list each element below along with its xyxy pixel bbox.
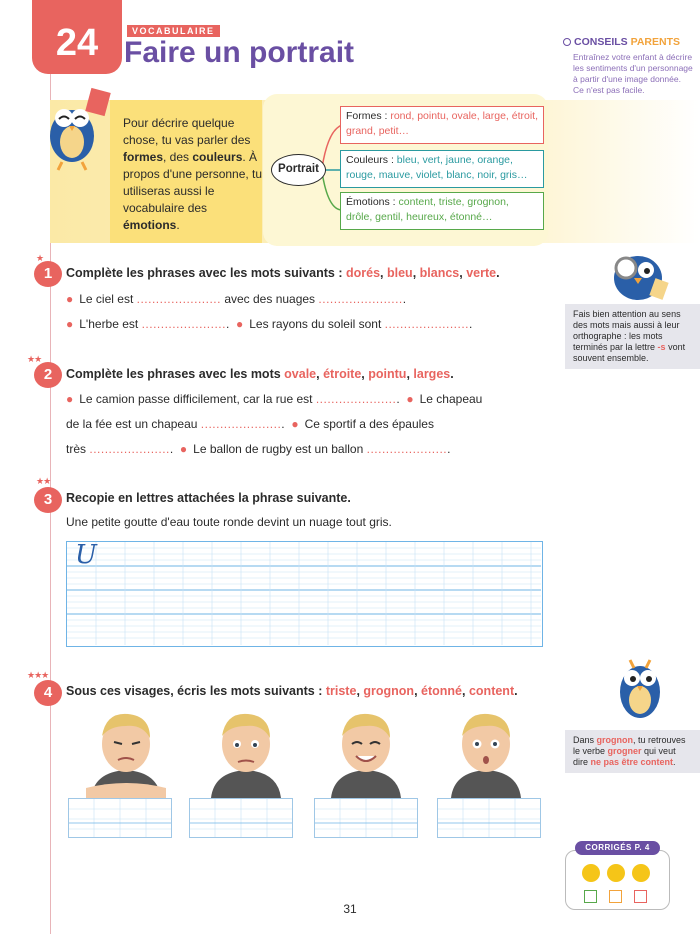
happy-boy-face-icon [316, 706, 416, 798]
surprised-boy-face-icon [436, 706, 536, 798]
exercise-line: ● Le ciel est ...................... avec des nuages ....................... [66, 292, 407, 306]
neutral-smiley-icon [607, 864, 625, 882]
owl-mascot-icon [42, 86, 112, 172]
grumpy-boy-face-icon [196, 706, 296, 798]
page-number: 31 [343, 902, 357, 916]
answer-blank[interactable]: ...................... [136, 292, 221, 306]
circle-icon [563, 38, 571, 46]
exercise-number: 1 [34, 261, 62, 287]
difficulty-stars: ★ [36, 253, 44, 263]
answer-blank[interactable]: ..................... [366, 442, 448, 456]
difficulty-stars: ★★★ [27, 670, 49, 680]
exercise-line: très ...................... ● Le ballon de rugby est un ballon ...................... [66, 442, 451, 456]
owl-magnifier-icon [590, 244, 680, 304]
answer-box[interactable] [437, 798, 541, 838]
exercise-line: de la fée est un chapeau ...................... ● Ce sportif a des épaules [66, 417, 434, 431]
answer-blank[interactable]: ...................... [141, 317, 226, 331]
answer-box[interactable] [314, 798, 418, 838]
conseils-label: CONSEILS [574, 36, 628, 48]
exercise-number: 4 [34, 680, 62, 706]
lesson-number-tab: 24 [32, 0, 122, 74]
cursive-model-letter: U [75, 540, 97, 570]
tip-bubble: Fais bien attention au sens des mots mais aussi à leur orthographe : les mots terminés par la lettre -s vont souvent ensemble. [565, 304, 700, 369]
exercise-question: Sous ces visages, écris les mots suivants : triste, grognon, étonné, content. [66, 684, 518, 698]
answer-box[interactable] [189, 798, 293, 838]
model-sentence: Une petite goutte d'eau toute ronde devint un nuage tout gris. [66, 515, 392, 529]
emotions-box: Émotions : content, triste, grognon, drôle, gentil, heureux, étonné… [340, 192, 544, 230]
sad-smiley-icon [632, 864, 650, 882]
corriges-link[interactable]: CORRIGÉS P. 4 [575, 841, 660, 855]
exercise-line: ● Le camion passe difficilement, car la rue est ...................... ● Le chapeau [66, 392, 483, 406]
exercise-question: Recopie en lettres attachées la phrase suivante. [66, 491, 351, 505]
answer-blank[interactable]: ...................... [318, 292, 403, 306]
exercise-number: 2 [34, 362, 62, 388]
handwriting-area[interactable] [66, 541, 543, 647]
exercise-question: Complète les phrases avec les mots suivants : dorés, bleu, blancs, verte. [66, 266, 500, 280]
tip-bubble: Dans grognon, tu retrouves le verbe grogner qui veut dire ne pas être content. [565, 730, 700, 773]
happy-smiley-icon [582, 864, 600, 882]
conseils-header [563, 36, 680, 48]
sad-boy-face-icon [76, 706, 176, 798]
answer-blank[interactable]: ..................... [315, 392, 397, 406]
couleurs-box: Couleurs : bleu, vert, jaune, orange, rouge, mauve, violet, blanc, noir, gris… [340, 150, 544, 188]
exercise-number: 3 [34, 487, 62, 513]
conseils-text: Entraînez votre enfant à décrire les sentiments d'un personnage à partir d'une image donnée. Ce n'est pas facile. [573, 52, 693, 95]
conseils-label-accent: PARENTS [630, 36, 681, 48]
page-title: Faire un portrait [124, 36, 355, 69]
answer-blank[interactable]: ..................... [200, 417, 282, 431]
difficulty-stars: ★★ [36, 476, 51, 486]
difficulty-stars: ★★ [27, 354, 42, 364]
mindmap-center: Portrait [271, 154, 326, 186]
answer-blank[interactable]: ..................... [89, 442, 170, 456]
formes-box: Formes : rond, pointu, ovale, large, étroit, grand, petit… [340, 106, 544, 144]
answer-blank[interactable]: ...................... [384, 317, 469, 331]
seyes-grid [67, 542, 541, 645]
owl-thinking-icon [608, 652, 678, 726]
intro-text: Pour décrire quelque chose, tu vas parler des formes, des couleurs. À propos d'une personne, tu utiliseras aussi le vocabulaire des émotions. [123, 116, 263, 232]
exercise-question: Complète les phrases avec les mots ovale, étroite, pointu, larges. [66, 367, 454, 381]
exercise-line: ● L'herbe est ....................... ● Les rayons du soleil sont ....................... [66, 317, 473, 331]
section-tag: VOCABULAIRE [127, 25, 220, 37]
answer-box[interactable] [68, 798, 172, 838]
